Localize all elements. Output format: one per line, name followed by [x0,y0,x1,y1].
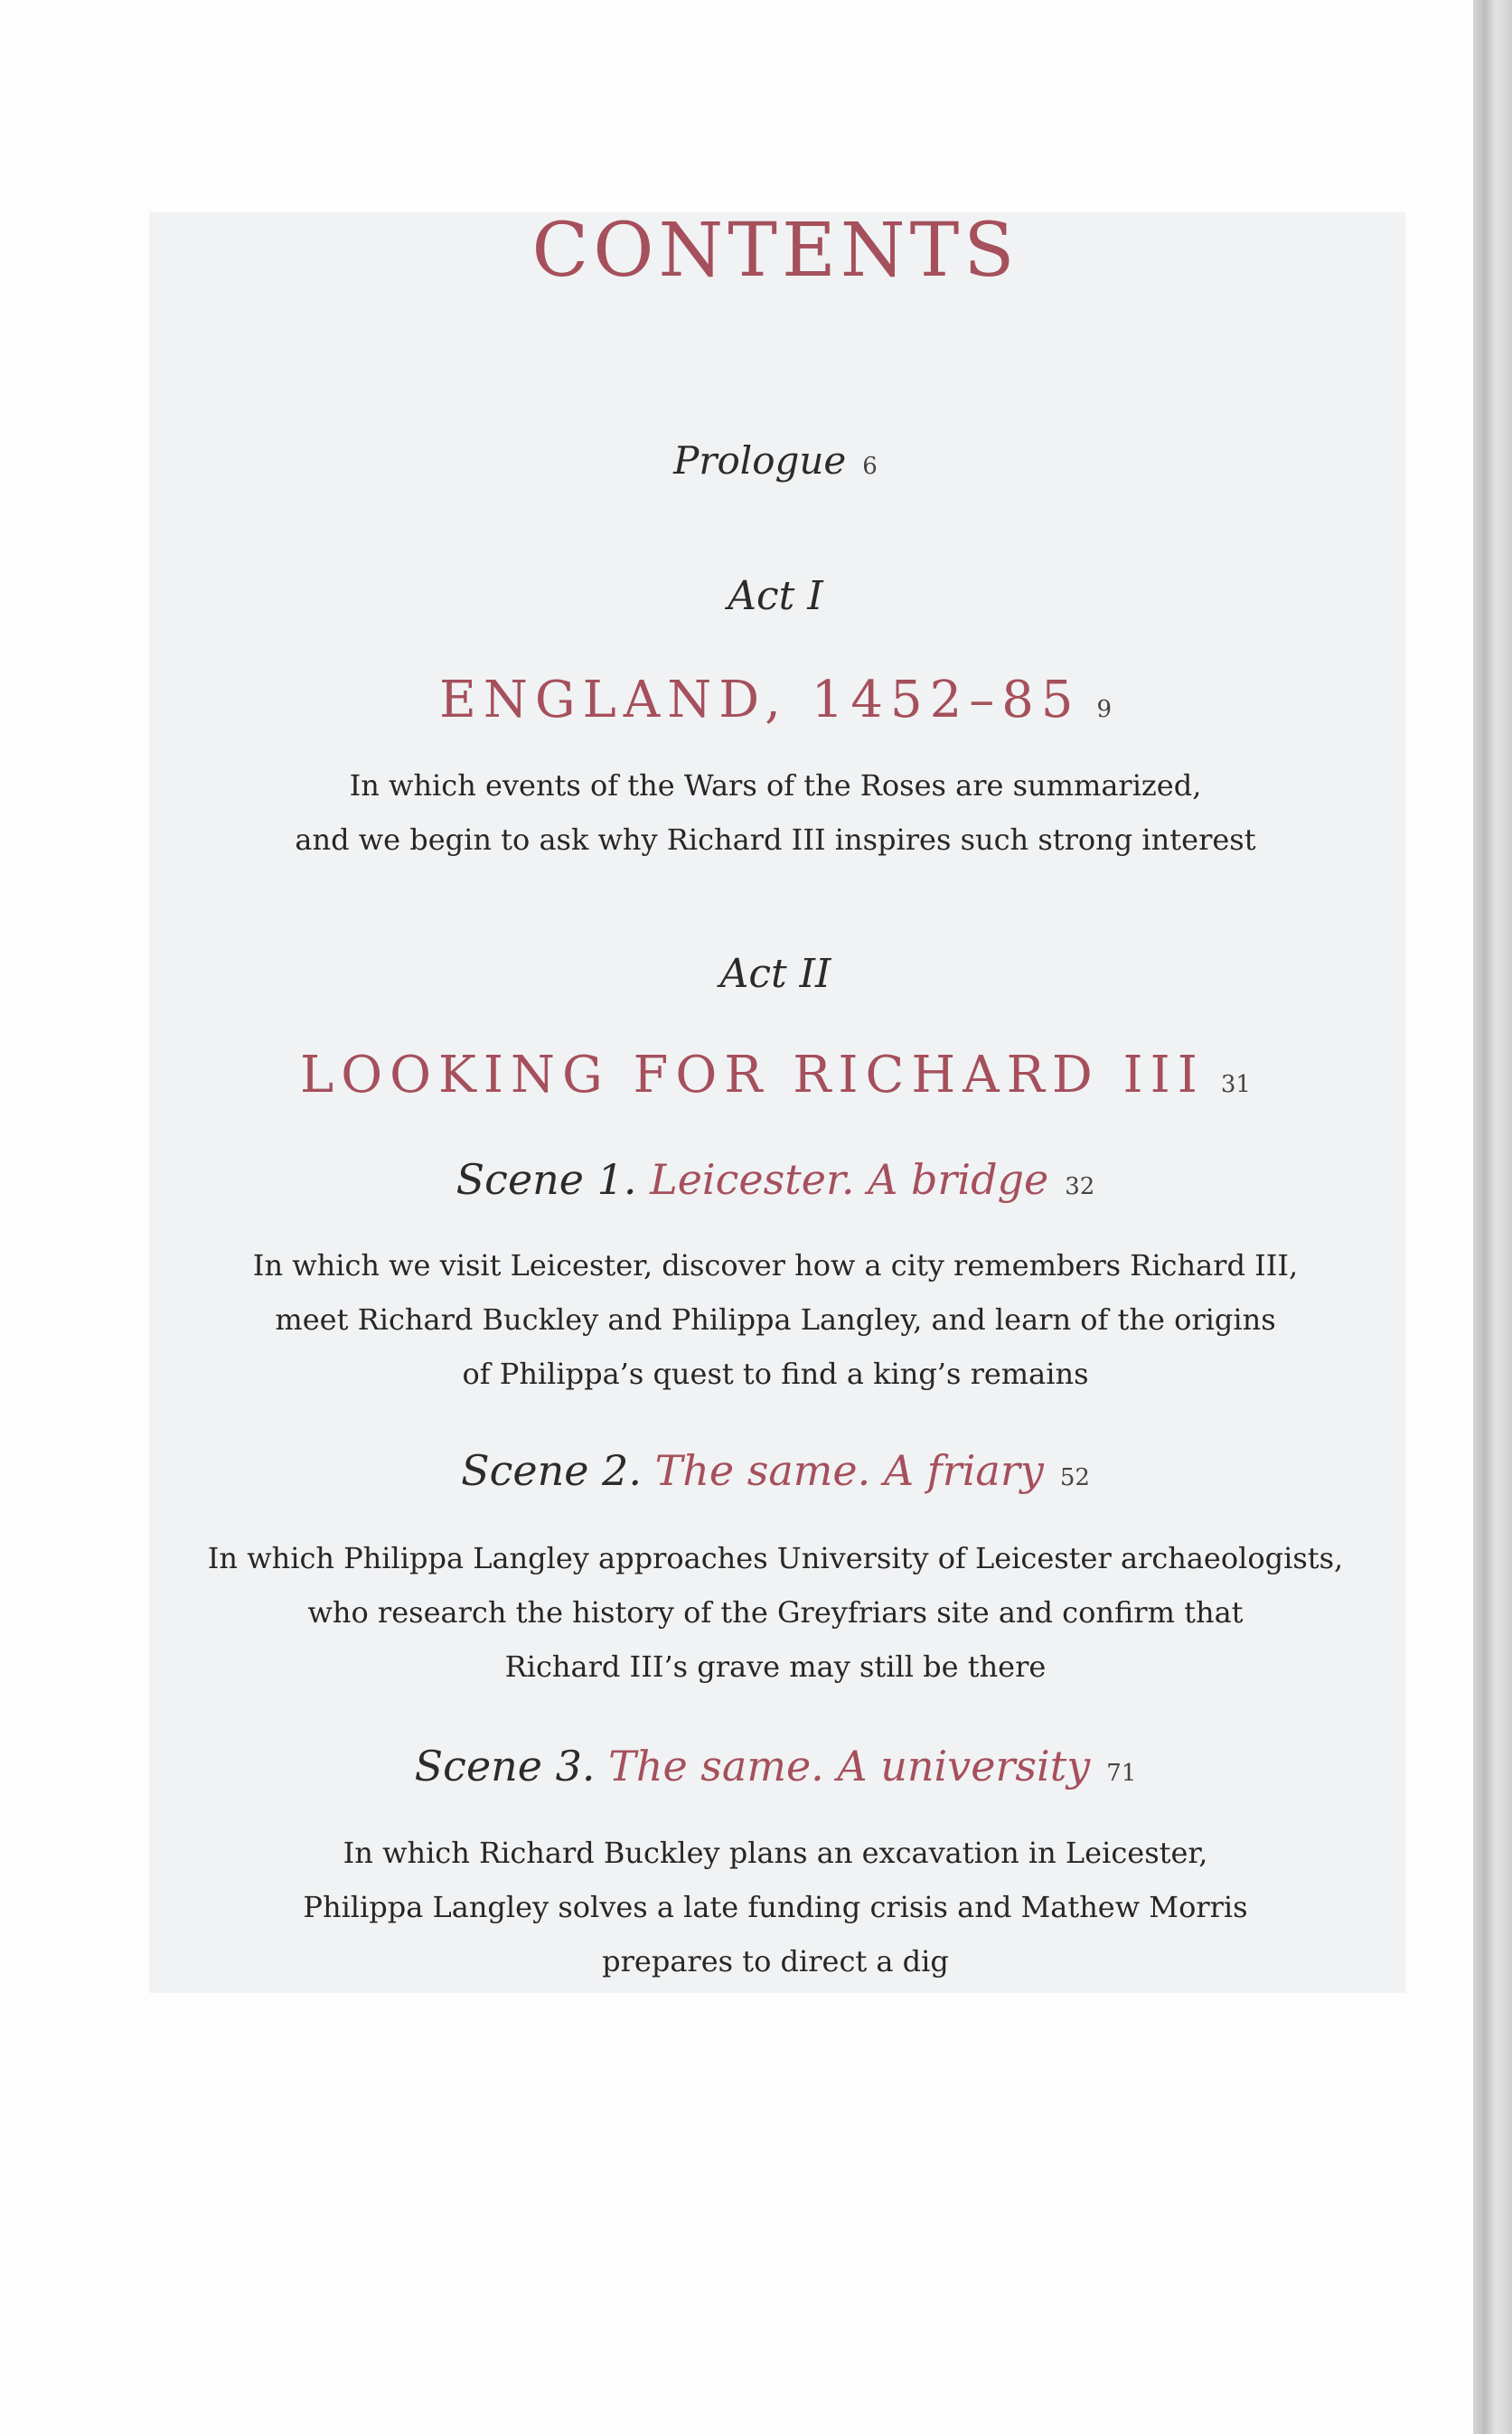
page-edge [1473,0,1512,2434]
scene-label: Scene 1. [455,1155,637,1204]
toc-scene-3 [0,1734,1512,1798]
toc-prologue [0,434,1512,488]
scene-3-description-line: prepares to direct a dig [602,1944,949,1978]
act1-description-line: In which events of the Wars of the Roses are summarized, [349,768,1202,803]
scene-3-description-line: Philippa Langley solves a late funding crisis and Mathew Morris [303,1890,1248,1924]
scene-place: Leicester. A bridge [650,1155,1049,1204]
scene-1-description-line: of Philippa’s quest to find a king’s remains [462,1357,1089,1391]
scene-1-description-line: In which we visit Leicester, discover how a city remembers Richard III, [252,1248,1299,1283]
toc-act2-title [0,1039,1512,1112]
scene-label: Scene 3. [414,1742,596,1790]
scene-3-description-line: In which Richard Buckley plans an excavation in Leicester, [343,1836,1208,1870]
toc-scene-1 [0,1148,1512,1211]
scene-place: The same. A university [608,1742,1091,1790]
act2-page-number: 31 [1220,1071,1251,1098]
act2-title: LOOKING FOR RICHARD III [300,1046,1205,1104]
scene-1-description-line: meet Richard Buckley and Philippa Langley, and learn of the origins [275,1302,1276,1337]
scene-page-number: 52 [1059,1464,1090,1491]
scene-2-description-line: who research the history of the Greyfriars site and confirm that [307,1595,1244,1630]
prologue-page-number: 6 [862,453,878,480]
scene-page-number: 32 [1065,1173,1095,1200]
act1-title: ENGLAND, 1452–85 [438,671,1081,729]
act2-label: Act II [719,951,831,997]
scene-page-number: 71 [1106,1760,1137,1787]
scene-label: Scene 2. [461,1446,642,1495]
act1-description-line: and we begin to ask why Richard III inspires such strong interest [295,822,1256,857]
act1-page-number: 9 [1096,696,1113,723]
page-title: CONTENTS [531,208,1019,294]
scene-2-description-line: Richard III’s grave may still be there [504,1649,1047,1684]
scene-place: The same. A friary [654,1446,1044,1495]
scene-2-description-line: In which Philippa Langley approaches University of Leicester archaeologists, [207,1541,1344,1575]
prologue-label: Prologue [673,438,847,483]
toc-scene-2 [0,1439,1512,1502]
toc-act1-title [0,664,1512,737]
act1-label: Act I [728,573,823,619]
